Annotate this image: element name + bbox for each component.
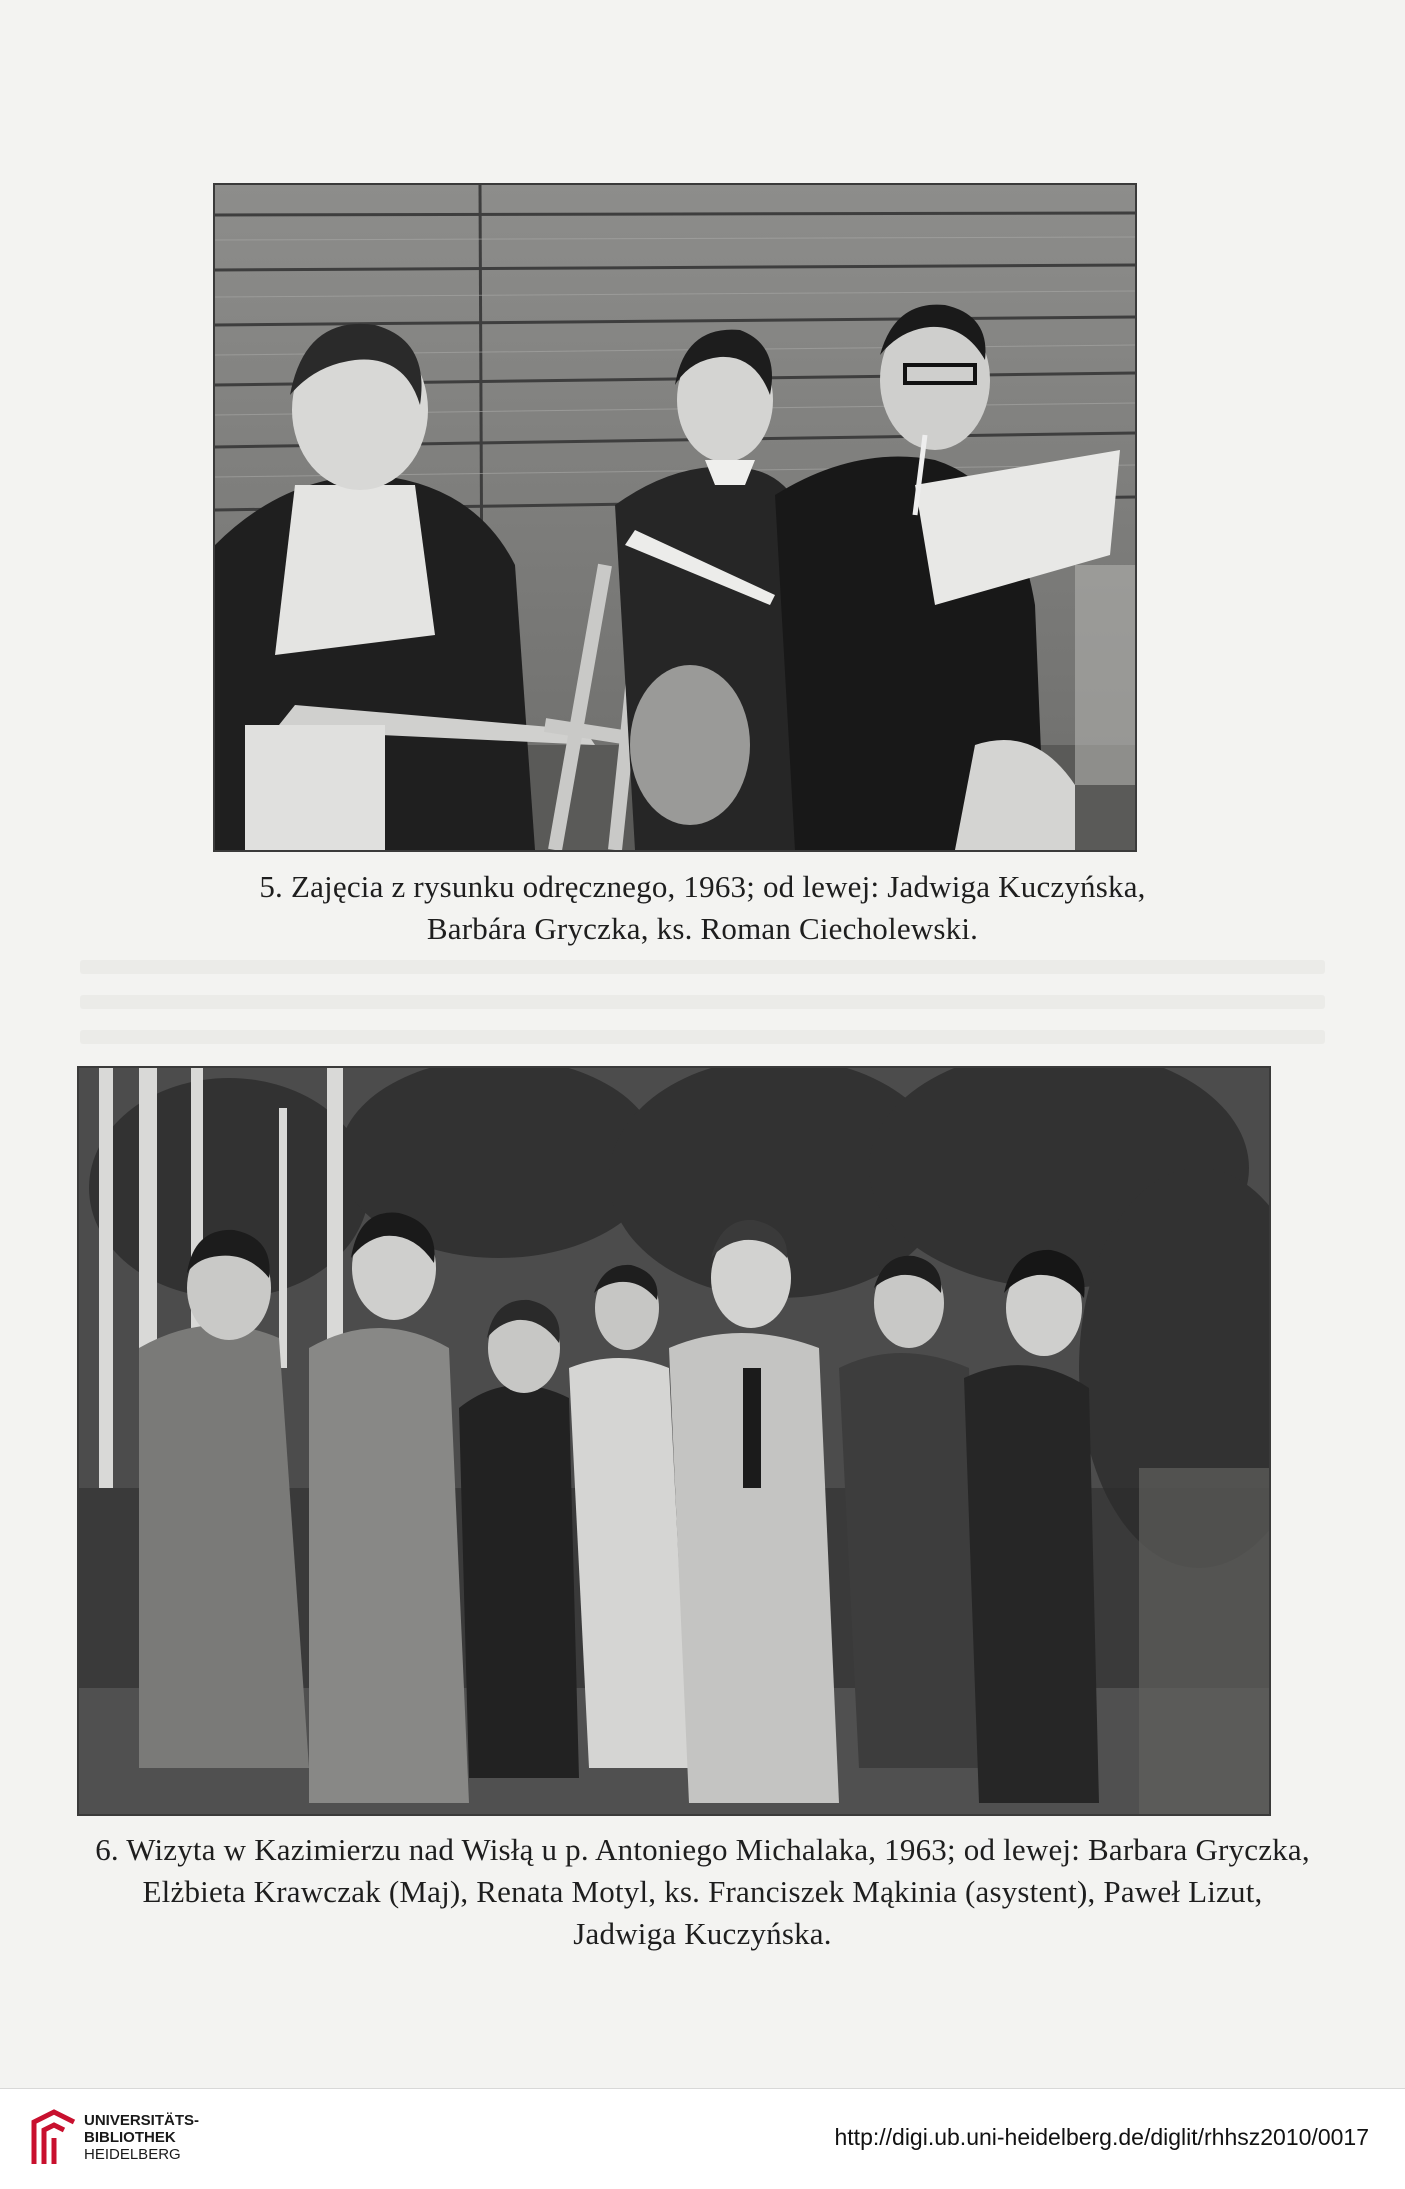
caption-line: 6. Wizyta w Kazimierzu nad Wisłą u p. Antoniego Michalaka, 1963; od lewej: Barbara Gryczka, [95, 1832, 1310, 1867]
library-name-line: UNIVERSITÄTS- [84, 2112, 200, 2129]
bleed-through-line [80, 960, 1325, 974]
source-url-link[interactable]: http://digi.ub.uni-heidelberg.de/diglit/rhhsz2010/0017 [834, 2124, 1369, 2150]
caption-line: Jadwiga Kuczyńska. [573, 1916, 832, 1951]
photo-group-visit [77, 1066, 1271, 1816]
caption-line: 5. Zajęcia z rysunku odręcznego, 1963; od lewej: Jadwiga Kuczyńska, [259, 869, 1146, 904]
library-name-line: BIBLIOTHEK [84, 2129, 176, 2146]
caption-line: Barbára Gryczka, ks. Roman Ciecholewski. [426, 911, 979, 946]
bleed-through-line [80, 1030, 1325, 1044]
university-library-logo-icon[interactable] [30, 2108, 78, 2168]
library-name[interactable] [84, 2112, 199, 2163]
caption-photo-6 [40, 1829, 1365, 1955]
photo-drawing-class [213, 183, 1137, 852]
caption-line: Elżbieta Krawczak (Maj), Renata Motyl, ks. Franciszek Mąkinia (asystent), Paweł Lizut, [142, 1874, 1263, 1909]
caption-photo-5 [40, 866, 1365, 950]
bleed-through-line [80, 995, 1325, 1009]
library-name-line: HEIDELBERG [84, 2146, 181, 2163]
